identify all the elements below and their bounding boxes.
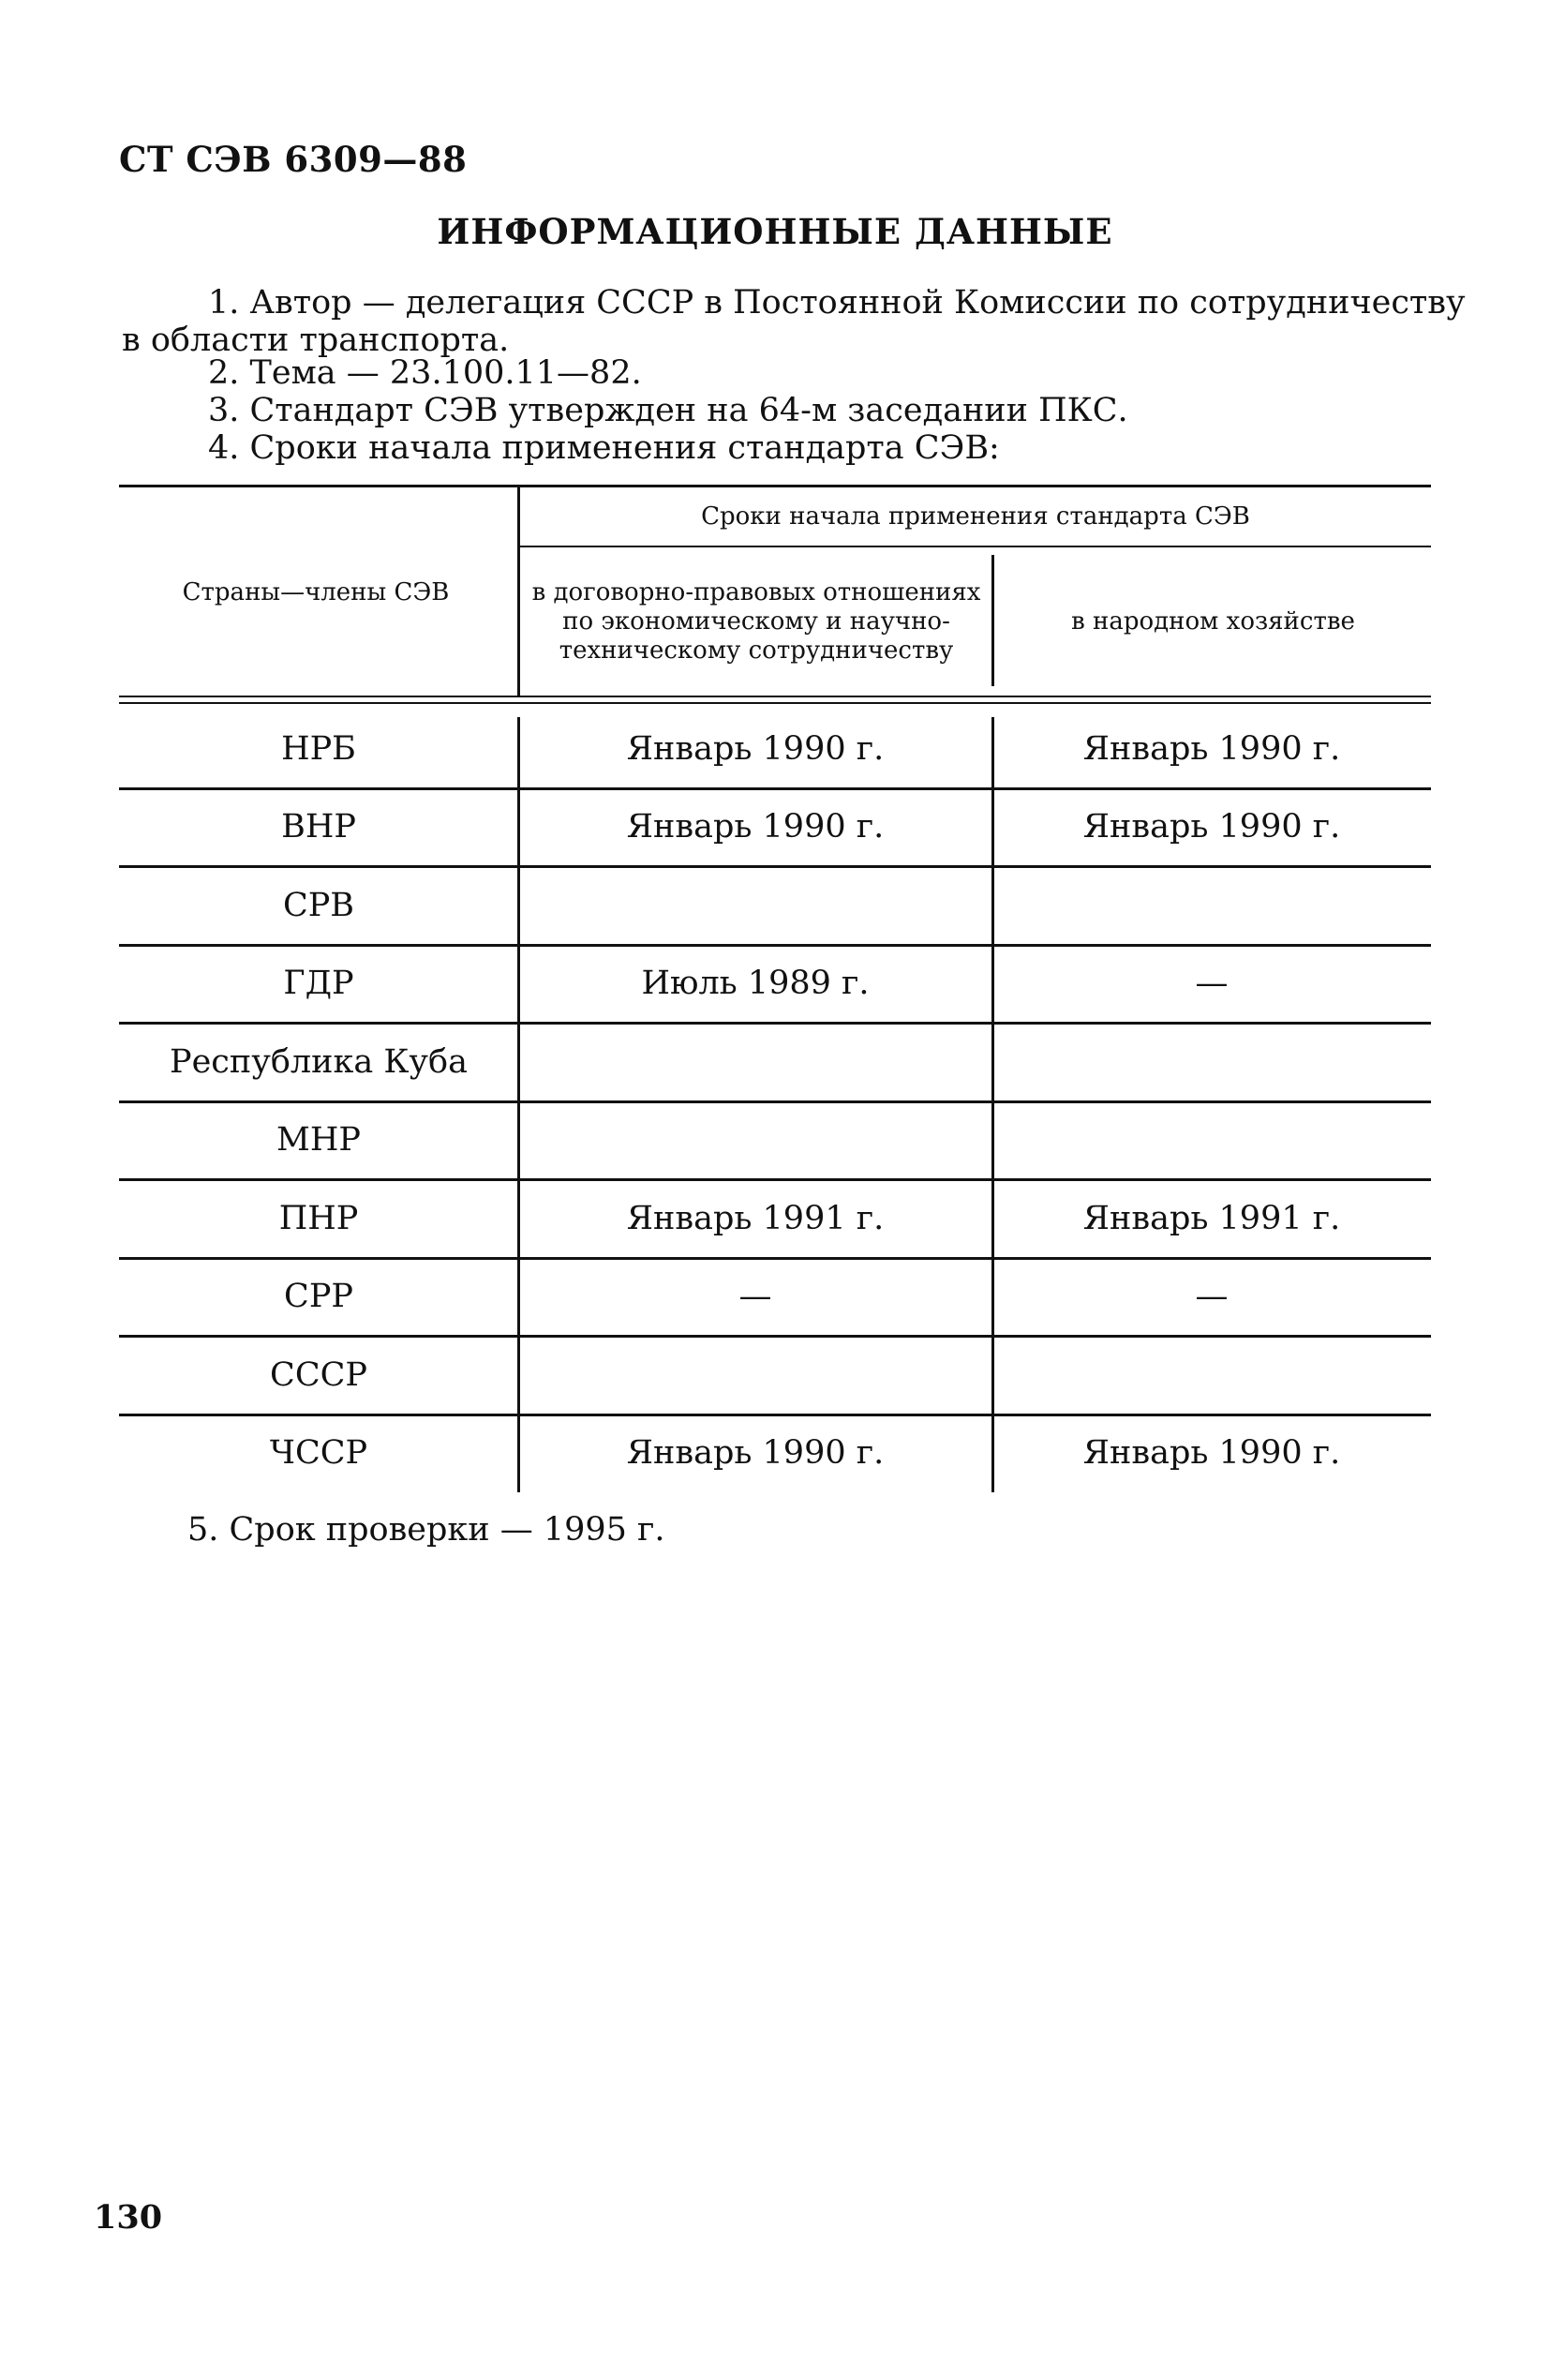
table-cell-contract: Январь 1990 г. bbox=[626, 729, 885, 768]
dates-table bbox=[119, 485, 1431, 1492]
table-cell-contract bbox=[522, 1025, 989, 1100]
table-cell-country: СССР bbox=[270, 1355, 367, 1394]
table-cell-contract: Январь 1990 г. bbox=[626, 1434, 885, 1473]
item-1-line-2: в области транспорта. bbox=[122, 322, 510, 359]
item-1-line-1: 1. Автор — делегация СССР в Постоянной Комиссии по сотрудничеству bbox=[208, 284, 1466, 322]
table-cell-economy bbox=[996, 1103, 1427, 1178]
table-cell-economy: Январь 1990 г. bbox=[1082, 729, 1341, 768]
table-cell-economy: Январь 1990 г. bbox=[1082, 1434, 1341, 1473]
item-3: 3. Стандарт СЭВ утвержден на 64-м заседании ПКС. bbox=[208, 392, 1128, 429]
header-start-dates: Сроки начала применения стандарта СЭВ bbox=[701, 501, 1250, 531]
body-col-divider-2 bbox=[991, 717, 994, 1492]
table-cell-economy bbox=[996, 868, 1427, 943]
table-cell-economy: — bbox=[1195, 965, 1229, 1003]
item-4: 4. Сроки начала применения стандарта СЭВ: bbox=[208, 429, 1000, 467]
table-cell-economy: Январь 1991 г. bbox=[1082, 1199, 1341, 1237]
document-id: СТ СЭВ 6309—88 bbox=[119, 139, 468, 180]
table-cell-economy bbox=[996, 1025, 1427, 1100]
table-cell-contract bbox=[522, 1103, 989, 1178]
table-cell-country: НРБ bbox=[281, 729, 356, 768]
table-cell-economy bbox=[996, 1338, 1427, 1413]
table-cell-contract bbox=[522, 1338, 989, 1413]
table-cell-country: МНР bbox=[276, 1121, 361, 1160]
table-cell-country: ГДР bbox=[283, 965, 354, 1003]
table-cell-country: ЧССР bbox=[269, 1434, 368, 1473]
table-cell-country: СРР bbox=[284, 1278, 353, 1316]
header-countries: Страны—члены СЭВ bbox=[182, 577, 450, 606]
table-cell-country: Республика Куба bbox=[170, 1042, 468, 1081]
table-cell-economy: Январь 1990 г. bbox=[1082, 808, 1341, 846]
table-cell-contract: — bbox=[738, 1278, 772, 1316]
table-cell-country: СРВ bbox=[282, 886, 355, 924]
header-double-rule-2 bbox=[119, 702, 1431, 704]
table-cell-contract bbox=[522, 868, 989, 943]
item-2: 2. Тема — 23.100.11—82. bbox=[208, 354, 642, 392]
body-col-divider-1 bbox=[517, 717, 520, 1492]
header-contract-relations: в договорно-правовых отношениях по экономическому и научно-техническому сотрудничеству bbox=[531, 577, 981, 665]
group-header-rule bbox=[518, 546, 1431, 547]
table-cell-contract: Январь 1990 г. bbox=[626, 808, 885, 846]
page-number: 130 bbox=[94, 2198, 163, 2237]
table-cell-contract: Январь 1991 г. bbox=[626, 1199, 885, 1237]
table-top-rule bbox=[119, 485, 1431, 487]
header-col-divider-2 bbox=[991, 555, 994, 686]
table-cell-contract: Июль 1989 г. bbox=[641, 965, 870, 1003]
table-cell-country: ВНР bbox=[281, 808, 356, 846]
table-cell-economy: — bbox=[1195, 1278, 1229, 1316]
header-double-rule-1 bbox=[119, 696, 1431, 697]
table-cell-country: ПНР bbox=[278, 1199, 359, 1237]
item-5: 5. Срок проверки — 1995 г. bbox=[187, 1511, 665, 1549]
page-title: ИНФОРМАЦИОННЫЕ ДАННЫЕ bbox=[437, 211, 1113, 252]
header-national-economy: в народном хозяйстве bbox=[1071, 606, 1355, 636]
